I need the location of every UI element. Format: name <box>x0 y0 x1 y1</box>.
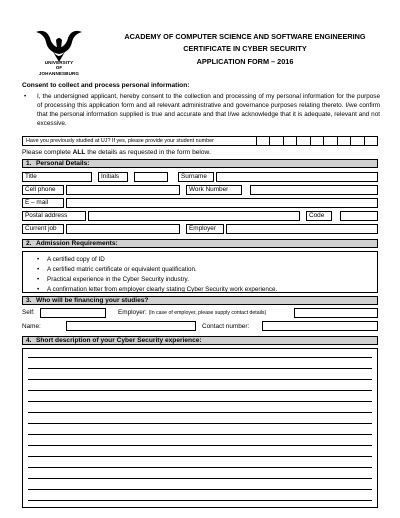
contact-number-input[interactable] <box>262 321 378 331</box>
initials-label: Initials <box>98 172 128 182</box>
financing-employer <box>118 309 266 317</box>
instructions-bold: ALL <box>72 149 86 156</box>
writing-line <box>28 456 372 457</box>
section-4-header <box>22 336 378 345</box>
requirement-item: • A certified matric certificate or equivalent qualification. <box>47 265 377 275</box>
student-number-cell[interactable] <box>296 137 310 145</box>
postal-address-label: Postal address <box>22 211 86 221</box>
requirement-item: • A certified copy of ID <box>47 255 377 265</box>
requirement-item: • A confirmation letter from employer clearly stating Cyber Security work experience. <box>47 285 377 295</box>
student-number-cell[interactable] <box>269 137 283 145</box>
email-label: E – mail <box>22 198 64 208</box>
writing-line <box>28 445 372 446</box>
name-label: Name: <box>22 323 41 330</box>
initials-input[interactable] <box>134 172 168 182</box>
writing-line <box>28 357 372 358</box>
financing-employer-label: Employer: <box>118 309 147 316</box>
writing-line <box>28 401 372 402</box>
code-input[interactable] <box>340 211 378 221</box>
financing-employer-input[interactable] <box>294 308 378 318</box>
student-number-cell[interactable] <box>364 137 378 145</box>
section-3-header <box>22 296 378 305</box>
writing-line <box>28 489 372 490</box>
self-label: Self: <box>22 309 35 316</box>
writing-line <box>28 500 372 501</box>
instructions-text: Please complete <box>22 149 73 156</box>
employer-input[interactable] <box>226 224 378 234</box>
form-title: APPLICATION FORM – 2016 <box>196 57 294 66</box>
student-number-cell[interactable] <box>283 137 297 145</box>
student-number-cell[interactable] <box>350 137 364 145</box>
consent-title: Consent to collect and process personal information: <box>22 82 190 89</box>
consent-text: I, the undersigned applicant, hereby consent to the collection and processing of my personal information for the purpose of processing this application form and all relevant administrative and governance purposes relating thereto. I/we confirm that the personal information supplied is true and accurate and that I/we acknowledge that it is adequate, relevant and not excessive. <box>37 93 380 127</box>
instructions-text-end: the details as requested in the form below. <box>85 149 211 156</box>
student-number-cell[interactable] <box>256 137 270 145</box>
section-4-number: 4. <box>26 337 32 344</box>
current-job-label: Current job <box>22 224 64 234</box>
bullet-icon: • <box>24 93 27 100</box>
cell-phone-label: Cell phone <box>22 185 64 195</box>
name-input[interactable] <box>66 321 196 331</box>
logo-line-1: UNIVERSITY <box>44 60 74 65</box>
writing-line <box>28 467 372 468</box>
consent-block <box>24 92 380 128</box>
section-2-title: Admission Requirements: <box>36 240 118 247</box>
postal-address-input[interactable] <box>88 211 300 221</box>
section-4-title: Short description of your Cyber Security experience: <box>36 337 202 344</box>
student-number-label: Have you previously studied at UJ? If yes, please provide your student number <box>26 138 214 144</box>
surname-input[interactable] <box>216 172 378 182</box>
contact-number-label: Contact number: <box>202 323 250 330</box>
section-1-number: 1. <box>26 160 32 167</box>
logo-line-3: JOHANNESBURG <box>38 70 80 76</box>
section-1-header <box>22 159 378 168</box>
experience-description-area[interactable] <box>22 348 378 508</box>
page-subtitle: CERTIFICATE IN CYBER SECURITY <box>183 44 307 53</box>
email-input[interactable] <box>66 198 378 208</box>
requirement-item: • Practical experience in the Cyber Security industry. <box>47 275 377 285</box>
work-number-label: Work Number <box>186 185 242 195</box>
logo-line-2: OF <box>55 65 63 71</box>
student-number-field[interactable] <box>256 137 378 145</box>
writing-line <box>28 423 372 424</box>
writing-line <box>28 379 372 380</box>
employer-label: Employer <box>186 224 224 234</box>
student-number-cell[interactable] <box>323 137 337 145</box>
writing-line <box>28 478 372 479</box>
cell-phone-input[interactable] <box>66 185 180 195</box>
surname-label: Surname <box>178 172 214 182</box>
section-1-title: Personal Details: <box>36 160 90 167</box>
financing-employer-note: (In case of employer, please supply contact details) <box>148 310 267 316</box>
student-number-cell[interactable] <box>310 137 324 145</box>
writing-line <box>28 390 372 391</box>
section-2-number: 2. <box>26 240 32 247</box>
admission-requirements <box>22 251 378 293</box>
section-3-number: 3. <box>26 297 32 304</box>
writing-line <box>28 412 372 413</box>
current-job-input[interactable] <box>66 224 180 234</box>
page-title: ACADEMY OF COMPUTER SCIENCE AND SOFTWARE ENGINEERING <box>124 32 366 41</box>
writing-line <box>28 368 372 369</box>
code-label: Code <box>306 211 332 221</box>
work-number-input[interactable] <box>250 185 378 195</box>
student-number-row <box>22 136 378 146</box>
title-label: Title <box>22 172 92 182</box>
writing-line <box>28 434 372 435</box>
student-number-cell[interactable] <box>337 137 351 145</box>
instructions <box>22 149 211 156</box>
section-3-title: Who will be financing your studies? <box>36 297 149 304</box>
logo-text <box>22 60 96 76</box>
section-2-header <box>22 239 378 248</box>
self-input[interactable] <box>40 308 106 318</box>
